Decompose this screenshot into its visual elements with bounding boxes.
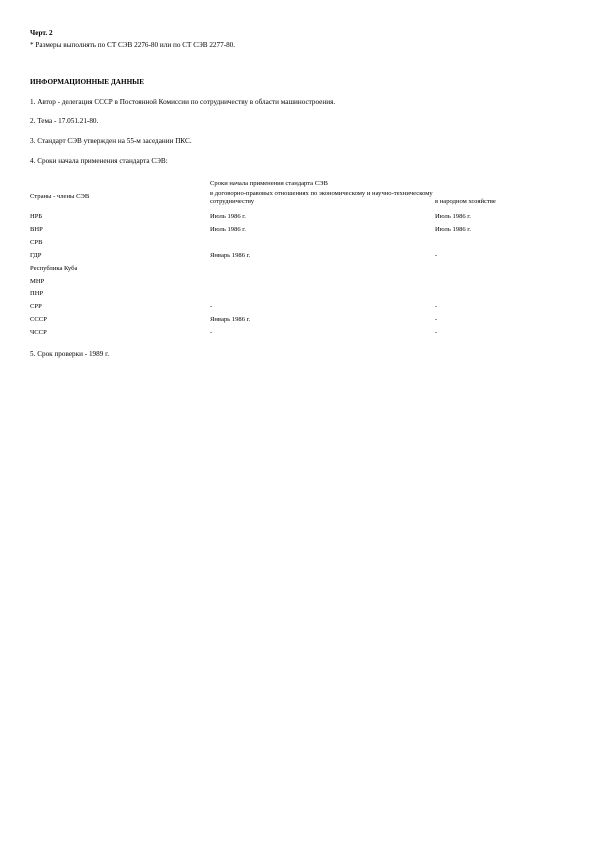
cell-country: ПНР <box>30 290 44 298</box>
cell-country: ГДР <box>30 251 42 259</box>
footnote: * Размеры выполнять по СТ СЭВ 2276-80 или по СТ СЭВ 2277-80. <box>30 41 236 49</box>
cell-contract-date: - <box>210 303 213 311</box>
cell-economy-date: Июль 1986 г. <box>435 213 471 220</box>
cell-country: СРР <box>30 303 42 311</box>
cell-economy-date: - <box>435 316 438 324</box>
cell-economy-date: - <box>435 251 438 259</box>
info-item-approval: 3. Стандарт СЭВ утвержден на 55-м заседании ПКС. <box>30 137 192 145</box>
cell-economy-date: - <box>435 329 438 337</box>
cell-contract-date: Январь 1986 г. <box>210 251 251 259</box>
cell-economy-date: - <box>435 303 438 311</box>
info-item-author: 1. Автор - делегация СССР в Постоянной Комиссии по сотрудничеству в области машиностроения. <box>30 98 336 106</box>
cell-contract-date: Июль 1986 г. <box>210 213 246 220</box>
cell-country: ЧССР <box>30 329 47 337</box>
info-heading: ИНФОРМАЦИОННЫЕ ДАННЫЕ <box>30 78 145 86</box>
cell-country: НРБ <box>30 213 43 220</box>
cell-contract-date: Июль 1986 г. <box>210 225 246 233</box>
info-item-topic: 2. Тема - 17.051.21-80. <box>30 117 99 125</box>
info-item-dates: 4. Сроки начала применения стандарта СЭВ: <box>30 157 168 165</box>
column-header-country: Страны - члены СЭВ <box>30 193 90 200</box>
cell-country: ВНР <box>30 225 43 233</box>
figure-caption: Черт. 2 <box>30 29 53 37</box>
info-item-review: 5. Срок проверки - 1989 г. <box>30 350 110 358</box>
cell-contract-date: Январь 1986 г. <box>210 316 251 324</box>
cell-economy-date: Июль 1986 г. <box>435 225 471 233</box>
column-header-contract: в договорно-правовых отношениях по экономическому и научно-техническому сотрудничеству <box>210 190 433 205</box>
cell-country: СРВ <box>30 238 43 246</box>
column-group-header: Сроки начала применения стандарта СЭВ <box>210 180 328 187</box>
cell-country: МНР <box>30 277 45 285</box>
cell-contract-date: - <box>210 329 213 337</box>
column-header-economy: в народном хозяйстве <box>435 198 496 205</box>
cell-country: СССР <box>30 316 47 324</box>
cell-country: Республика Куба <box>30 264 78 272</box>
